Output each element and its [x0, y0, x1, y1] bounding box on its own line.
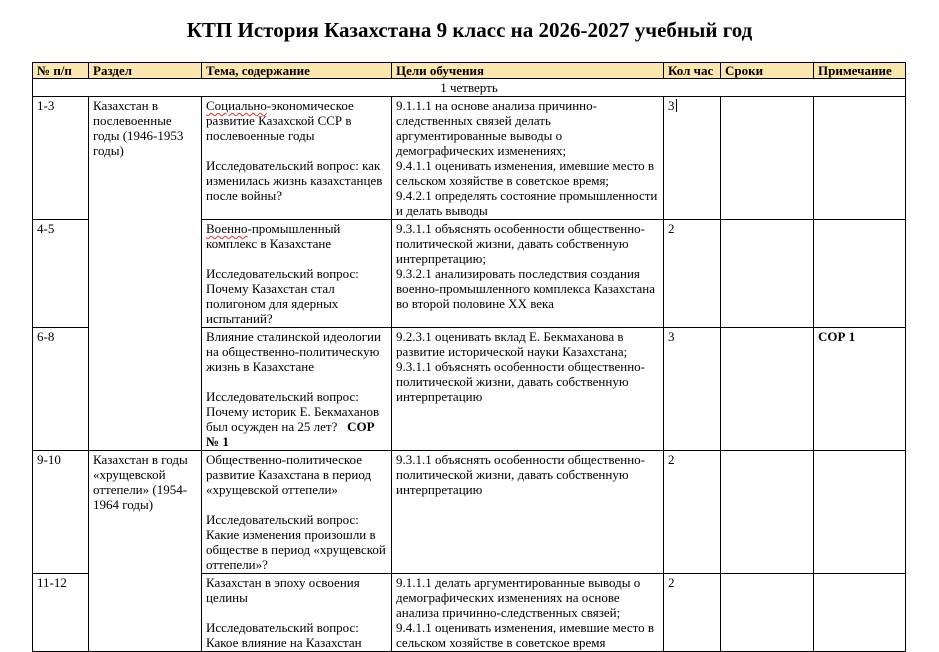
topic-cell[interactable]: [202, 451, 392, 574]
goal-item: 9.4.1.1 оценивать изменения, имевшие место в сельском хозяйстве в советское время;: [396, 158, 654, 188]
sor-label: СОР № 1: [206, 419, 375, 449]
table-row: [33, 97, 906, 220]
goals-cell[interactable]: [392, 451, 664, 574]
row-num[interactable]: 1-3: [33, 97, 89, 220]
hours-cell[interactable]: [664, 97, 721, 220]
note-cell[interactable]: [814, 451, 906, 574]
dates-cell[interactable]: [721, 220, 814, 328]
research-question: Исследовательский вопрос: как изменилась жизнь казахстанцев после войны?: [206, 158, 383, 203]
row-num[interactable]: 6-8: [33, 328, 89, 451]
goal-item: 9.1.1.1 на основе анализа причинно-следственных связей делать аргументированные выводы о демографических изменениях;: [396, 98, 597, 158]
topic-text: Общественно-политическое развитие Казахстана в период «хрущевской оттепели»: [206, 452, 372, 497]
goal-item: 9.3.2.1 анализировать последствия создания военно-промышленного комплекса Казахстана во второй половине ХХ века: [396, 266, 656, 311]
goals-cell[interactable]: [392, 328, 664, 451]
hours-cell[interactable]: 2: [664, 574, 721, 652]
goals-cell[interactable]: [392, 220, 664, 328]
note-cell[interactable]: [814, 574, 906, 652]
research-question: [206, 389, 387, 449]
goal-item: 9.2.3.1 оценивать вклад Е. Бекмаханова в развитие исторической науки Казахстана;: [396, 329, 628, 359]
research-question-text: Исследовательский вопрос: Почему историк Е. Бекмаханов был осужден на 25 лет?: [206, 389, 380, 434]
quarter-label: 1 четверть: [33, 79, 906, 97]
hours-cell[interactable]: 3: [664, 328, 721, 451]
hours-value: 3: [668, 98, 675, 113]
hours-cell[interactable]: 2: [664, 220, 721, 328]
header-goals: Цели обучения: [392, 63, 664, 79]
topic-cell[interactable]: [202, 97, 392, 220]
topic-cell[interactable]: [202, 220, 392, 328]
topic-text-underlined: Социально: [206, 98, 267, 113]
row-num[interactable]: 11-12: [33, 574, 89, 652]
header-num: № п/п: [33, 63, 89, 79]
goal-item: 9.3.1.1 объяснять особенности общественно-политической жизни, давать собственную интерпретацию;: [396, 221, 646, 266]
page-title: КТП История Казахстана 9 класс на 2026-2027 учебный год: [186, 18, 753, 42]
topic-text-rest: -промышленный комплекс в Казахстане: [206, 221, 341, 251]
section-cell[interactable]: Казахстан в послевоенные годы (1946-1953 годы): [89, 97, 202, 451]
research-question: Исследовательский вопрос: Какие изменения произошли в обществе в период «хрущевской оттепели»?: [206, 512, 386, 572]
goals-cell[interactable]: [392, 574, 664, 652]
dates-cell[interactable]: [721, 328, 814, 451]
topic-cell[interactable]: [202, 328, 392, 451]
topic-text-underlined: Военно: [206, 221, 248, 236]
row-num[interactable]: 4-5: [33, 220, 89, 328]
header-section: Раздел: [89, 63, 202, 79]
text-cursor: [676, 99, 677, 112]
topic-text: Казахстан в эпоху освоения целины: [206, 575, 360, 605]
header-dates: Сроки: [721, 63, 814, 79]
header-topic: Тема, содержание: [202, 63, 392, 79]
goal-item: 9.1.1.1 делать аргументированные выводы о демографических изменениях на основе анализа причинно-следственных связей;: [396, 575, 641, 620]
dates-cell[interactable]: [721, 451, 814, 574]
hours-cell[interactable]: 2: [664, 451, 721, 574]
research-question: Исследовательский вопрос: Какое влияние на Казахстан: [206, 620, 362, 650]
goals-cell[interactable]: [392, 97, 664, 220]
topic-text: [206, 221, 387, 251]
ktp-table: [32, 62, 906, 652]
research-question: Исследовательский вопрос: Почему Казахстан стал полигоном для ядерных испытаний?: [206, 266, 359, 326]
topic-text: [206, 98, 387, 143]
header-row: [33, 63, 906, 79]
note-cell[interactable]: [814, 220, 906, 328]
header-note: Примечание: [814, 63, 906, 79]
dates-cell[interactable]: [721, 574, 814, 652]
section-cell[interactable]: Казахстан в годы «хрущевской оттепели» (1954-1964 годы): [89, 451, 202, 652]
note-cell[interactable]: СОР 1: [814, 328, 906, 451]
header-hours: Кол час: [664, 63, 721, 79]
note-cell[interactable]: [814, 97, 906, 220]
table-row: [33, 451, 906, 574]
goal-item: 9.3.1.1 объяснять особенности общественно-политической жизни, давать собственную интерпретацию: [396, 359, 646, 404]
goal-item: 9.4.2.1 определять состояние промышленности и делать выводы: [396, 188, 658, 218]
dates-cell[interactable]: [721, 97, 814, 220]
topic-cell[interactable]: [202, 574, 392, 652]
topic-text: Влияние сталинской идеологии на общественно-политическую жизнь в Казахстане: [206, 329, 381, 374]
goal-item: 9.4.1.1 оценивать изменения, имевшие место в сельском хозяйстве в советское время: [396, 620, 654, 650]
quarter-row: [33, 79, 906, 97]
row-num[interactable]: 9-10: [33, 451, 89, 574]
topic-text-rest: -экономическое развитие Казахской ССР в послевоенные годы: [206, 98, 354, 143]
goal-item: 9.3.1.1 объяснять особенности общественно-политической жизни, давать собственную интерпретацию: [396, 452, 646, 497]
